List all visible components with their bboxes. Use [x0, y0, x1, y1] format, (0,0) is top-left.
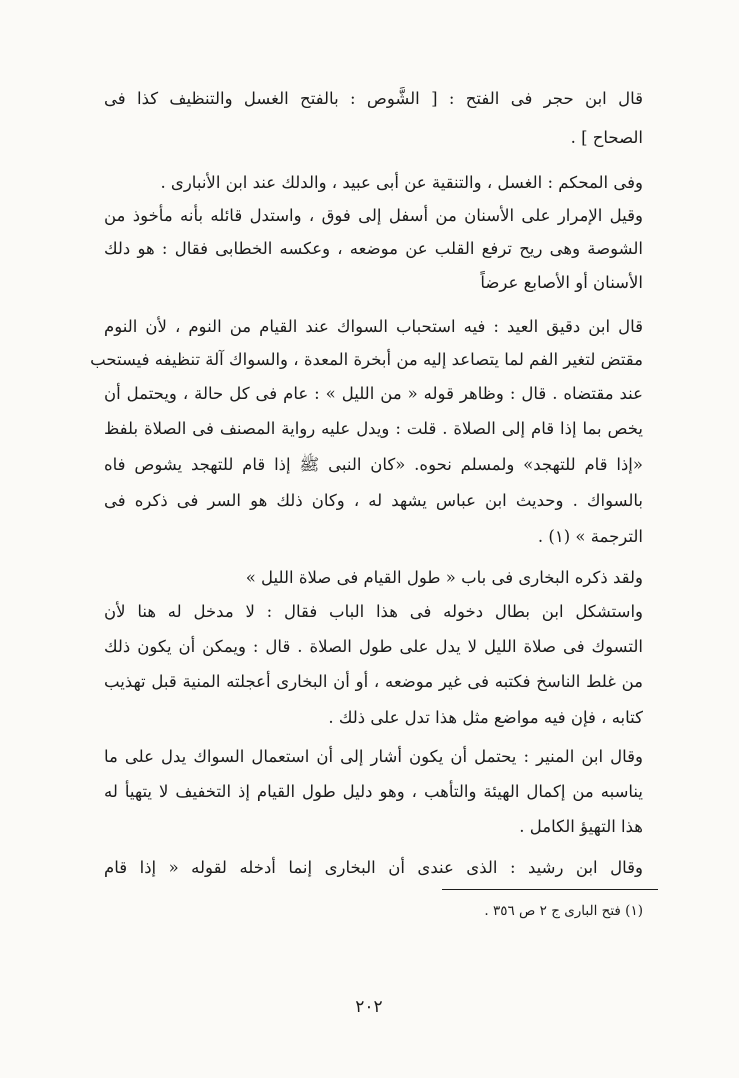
text-line: وقال ابن المنير : يحتمل أن يكون أشار إلى أن استعمال السواك يدل على ما — [104, 747, 643, 766]
text-line: الصحاح ] . — [570, 128, 643, 147]
text-line: يخص بما إذا قام إلى الصلاة . قلت : ويدل عليه رواية المصنف فى الصلاة بلفظ — [104, 419, 643, 438]
text-line: وقال ابن رشيد : الذى عندى أن البخارى إنما أدخله لقوله « إذا قام — [104, 858, 643, 877]
text-line: وقيل الإمرار على الأسنان من أسفل إلى فوق ، واستدل قائله بأنه مأخوذ من — [104, 206, 643, 225]
text-line: عند مقتضاه . قال : وظاهر قوله « من الليل » : عام فى كل حالة ، ويحتمل أن — [104, 384, 643, 403]
text-line: وفى المحكم : الغسل ، والتنقية عن أبى عبيد ، والدلك عند ابن الأنبارى . — [160, 173, 643, 192]
text-line: واستشكل ابن بطال دخوله فى هذا الباب فقال : لا مدخل له هنا لأن — [104, 602, 643, 621]
text-line: الأسنان أو الأصابع عرضاً — [480, 273, 643, 292]
text-line: كتابه ، فإن فيه مواضع مثل هذا تدل على ذلك . — [328, 708, 643, 727]
text-line: التسوك فى صلاة الليل لا يدل على طول الصلاة . قال : ويمكن أن يكون ذلك — [104, 637, 643, 656]
footnote-divider — [442, 889, 658, 890]
text-line: مقتض لتغير الفم لما يتصاعد إليه من أبخرة المعدة ، والسواك آلة تنظيفه فيستحب — [90, 350, 643, 369]
text-line: «إذا قام للتهجد» ولمسلم نحوه. «كان النبى ﷺ إذا قام للتهجد يشوص فاه — [104, 455, 643, 474]
text-line: بالسواك . وحديث ابن عباس يشهد له ، وكان ذلك هو السر فى ذكره فى — [104, 491, 643, 510]
text-line: قال ابن حجر فى الفتح : [ الشَّوص : بالفتح الغسل والتنظيف كذا فى — [104, 89, 643, 108]
page-number: ٢٠٢ — [355, 997, 383, 1017]
text-line: هذا التهيؤ الكامل . — [519, 817, 643, 836]
footnote: (١) فتح البارى ج ٢ ص ٣٥٦ . — [484, 903, 643, 919]
text-line: الترجمة » (١) . — [537, 527, 643, 546]
text-line: من غلط الناسخ فكتبه فى غير موضعه ، أو أن البخارى أعجلته المنية قبل تهذيب — [104, 672, 643, 691]
text-line: ولقد ذكره البخارى فى باب « طول القيام فى صلاة الليل » — [245, 568, 643, 587]
text-line: قال ابن دقيق العيد : فيه استحباب السواك عند القيام من النوم ، لأن النوم — [104, 317, 643, 336]
text-line: يناسبه من إكمال الهيئة والتأهب ، وهو دليل طول القيام إذ التخفيف لا يتهيأ له — [104, 782, 643, 801]
text-line: الشوصة وهى ريح ترفع القلب عن موضعه ، وعكسه الخطابى فقال : هو دلك — [104, 239, 643, 258]
